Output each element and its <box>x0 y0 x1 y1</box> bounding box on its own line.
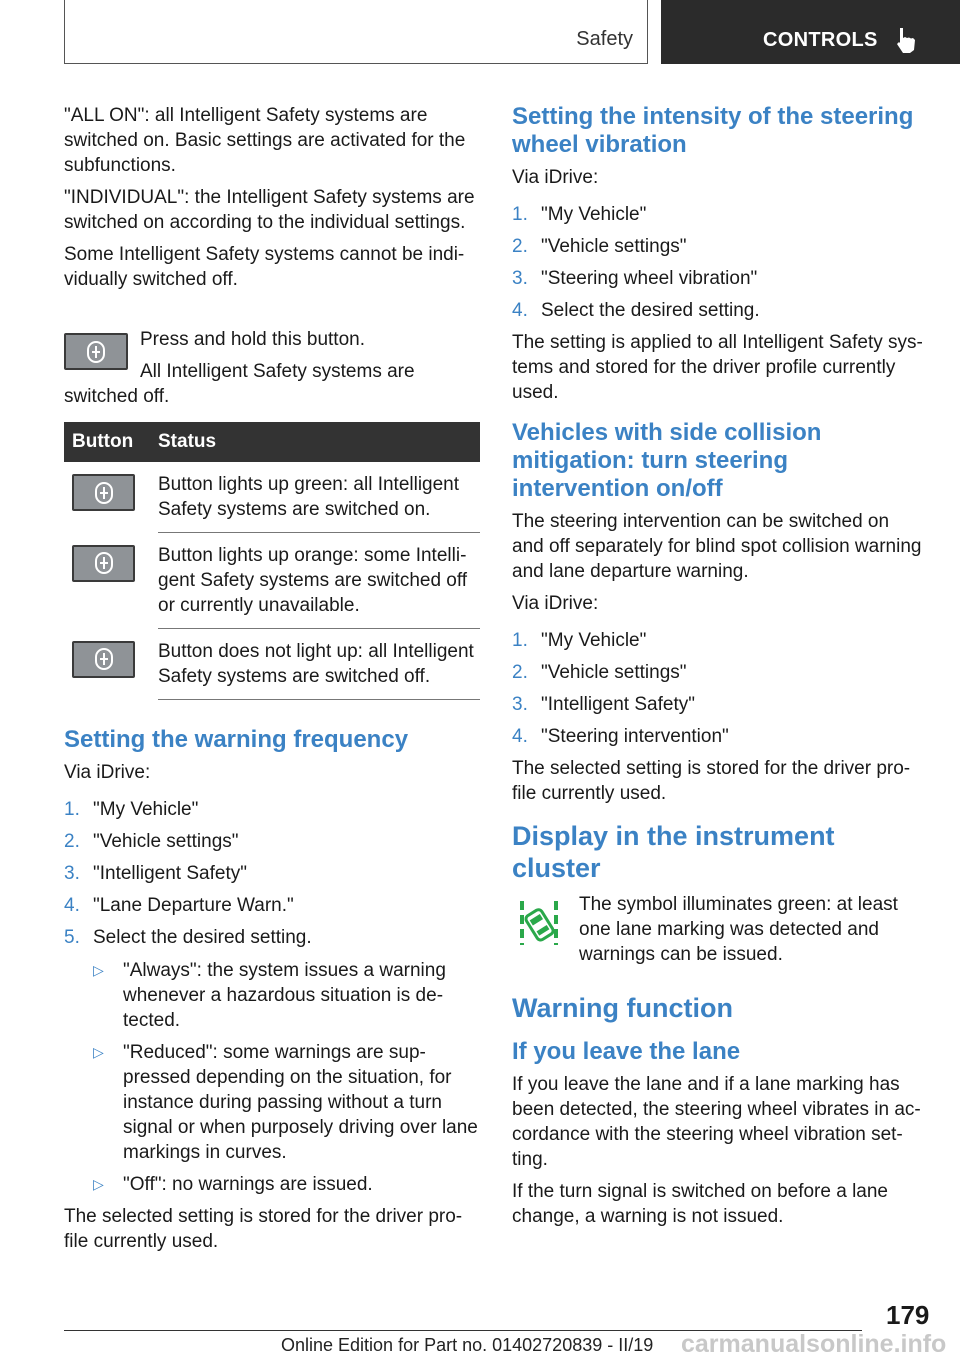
leave-lane-paragraph: If you leave the lane and if a lane marking has been detected, the steering wheel vibrates in ac-cordance with the steering wheel vibration set-ting. <box>512 1074 921 1170</box>
list-item: 4. Select the desired setting. <box>512 300 760 321</box>
all-on-paragraph: "ALL ON": all Intelligent Safety systems are switched on. Basic settings are activated for the subfunctions. <box>64 105 466 176</box>
cannot-switch-off-paragraph: Some Intelligent Safety systems cannot be indi-vidually switched off. <box>64 244 465 290</box>
individual-paragraph: "INDIVIDUAL": the Intelligent Safety systems are switched on according to the individual settings. <box>64 187 475 233</box>
intelligent-safety-button-icon <box>72 545 135 582</box>
side-collision-steps <box>512 628 926 749</box>
list-item: 5. Select the desired setting. ▷ "Always": the system issues a warning whenever a hazardous situation is de-tected. ▷ "Reduced": some warnings are sup-pressed depending on the situation, for instance during passing without a turn signal or when purposely driving over lane markings in curves. ▷ "Off": no warnings are issued. <box>64 925 480 1197</box>
list-item: ▷ "Off": no warnings are issued. <box>93 1174 373 1195</box>
side-collision-paragraph: The steering intervention can be switched on and off separately for blind spot collision warning and lane departure warning. <box>512 511 922 582</box>
footer-edition: Online Edition for Part no. 01402720839 - II/19 <box>281 1335 654 1355</box>
triangle-bullet-icon: ▷ <box>93 962 104 978</box>
switched-off-text-2: switched off. <box>64 386 170 407</box>
list-item: 1. "My Vehicle" <box>64 799 199 820</box>
list-item: 3. "Steering wheel vibration" <box>512 268 758 289</box>
list-item: 2. "Vehicle settings" <box>512 662 687 683</box>
triangle-bullet-icon: ▷ <box>93 1176 104 1192</box>
warning-frequency-steps <box>64 797 480 1197</box>
status-cell: Button does not light up: all Intelligent Safety systems are switched off. <box>158 629 480 700</box>
status-cell: Button lights up orange: some Intelli-gent Safety systems are switched off or currently unavailable. <box>158 533 480 629</box>
triangle-bullet-icon: ▷ <box>93 1044 104 1060</box>
list-item: 1. "My Vehicle" <box>512 204 647 225</box>
list-item: ▷ "Always": the system issues a warning whenever a hazardous situation is de-tected. <box>93 960 446 1031</box>
warning-function-heading: Warning function <box>512 993 733 1023</box>
status-cell: Button lights up green: all Intelligent Safety systems are switched on. <box>158 462 480 533</box>
list-item: 3. "Intelligent Safety" <box>64 863 247 884</box>
lane-symbol-description: The symbol illuminates green: at least one lane marking was detected and warnings can be issued. <box>579 894 898 965</box>
vibration-intro: Via iDrive: <box>512 167 599 188</box>
lane-departure-icon <box>518 897 560 949</box>
intelligent-safety-button-icon <box>72 474 135 511</box>
warning-frequency-options <box>93 958 480 1197</box>
page-number: 179 <box>886 1300 930 1330</box>
vibration-outro: The setting is applied to all Intelligent Safety sys-tems and stored for the driver profile currently used. <box>512 332 923 403</box>
list-item: ▷ "Reduced": some warnings are sup-pressed depending on the situation, for instance during passing without a turn signal or when purposely driving over lane markings in curves. <box>93 1042 478 1163</box>
header-chapter-title: CONTROLS <box>763 29 878 51</box>
turn-signal-paragraph: If the turn signal is switched on before a lane change, a warning is not issued. <box>512 1181 889 1227</box>
list-item: 2. "Vehicle settings" <box>512 236 687 257</box>
warning-frequency-intro: Via iDrive: <box>64 762 151 783</box>
table-header-button: Button <box>64 422 158 462</box>
press-hold-text: Press and hold this button. <box>140 329 365 350</box>
list-item: 3. "Intelligent Safety" <box>512 694 695 715</box>
button-status-table <box>64 422 480 700</box>
press-hold-block <box>64 314 480 407</box>
list-item: 1. "My Vehicle" <box>512 630 647 651</box>
list-item: 2. "Vehicle settings" <box>64 831 239 852</box>
instrument-cluster-heading: Display in the instrument cluster <box>512 821 835 883</box>
warning-frequency-heading: Setting the warning frequency <box>64 726 409 753</box>
intelligent-safety-button-icon <box>72 641 135 678</box>
table-row <box>64 629 480 700</box>
table-header-status: Status <box>158 422 480 462</box>
header-section-title: Safety <box>576 28 633 50</box>
left-column <box>64 103 480 1261</box>
vibration-steps <box>512 202 926 323</box>
warning-frequency-outro: The selected setting is stored for the driver pro-file currently used. <box>64 1206 463 1252</box>
right-column <box>512 103 926 1236</box>
hand-pointer-icon <box>894 26 918 54</box>
intelligent-safety-button-icon <box>64 333 128 370</box>
list-item: 4. "Lane Departure Warn." <box>64 895 294 916</box>
side-collision-heading: Vehicles with side collision mitigation: turn steering intervention on/off <box>512 419 822 502</box>
table-row <box>64 533 480 629</box>
side-collision-intro: Via iDrive: <box>512 593 599 614</box>
vibration-intensity-heading: Setting the intensity of the steering wheel vibration <box>512 103 914 158</box>
watermark-text: carmanualsonline.info <box>681 1330 947 1358</box>
lane-symbol-block <box>512 892 926 992</box>
header-section-box <box>64 0 648 64</box>
table-row <box>64 462 480 533</box>
switched-off-text-1: All Intelligent Safety systems are <box>140 361 415 382</box>
leave-lane-heading: If you leave the lane <box>512 1038 741 1065</box>
side-collision-outro: The selected setting is stored for the driver pro-file currently used. <box>512 758 911 804</box>
header-chapter-box <box>661 0 960 64</box>
list-item: 4. "Steering intervention" <box>512 726 729 747</box>
